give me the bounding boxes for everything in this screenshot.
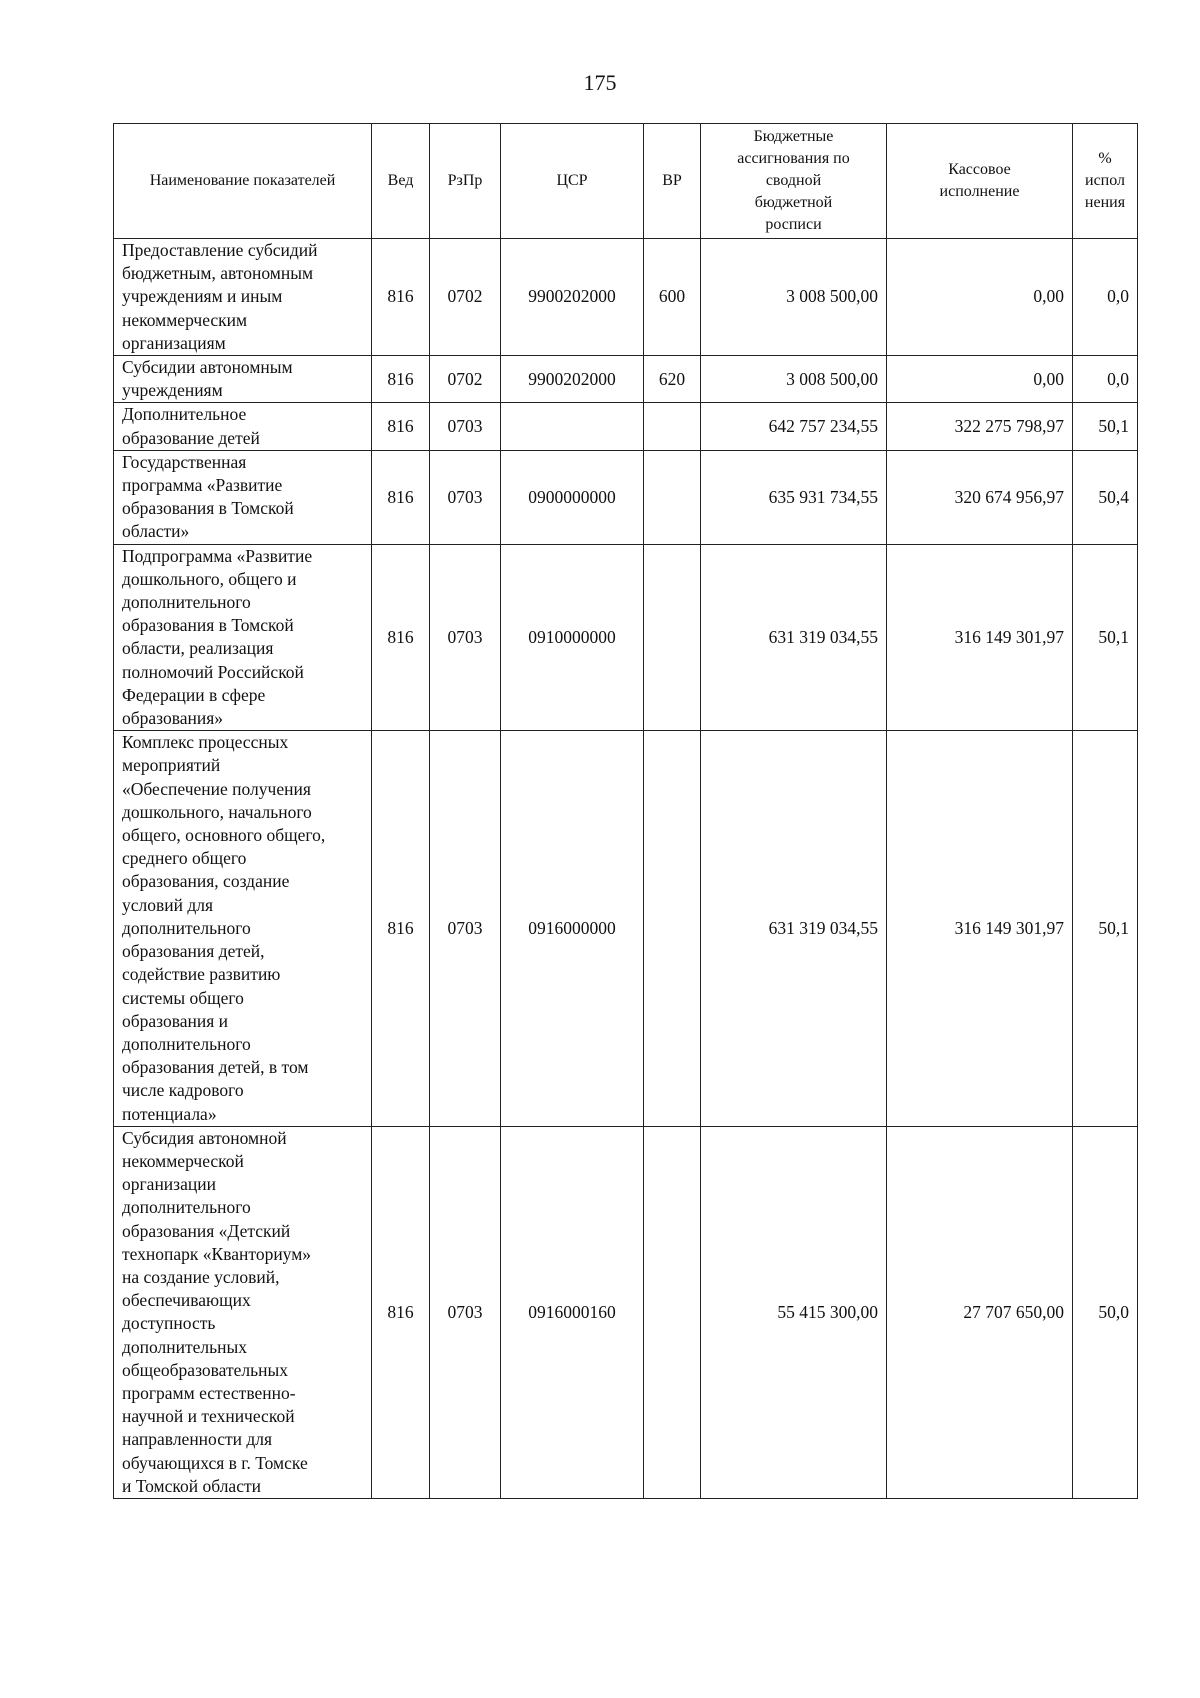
row-rzpr: 0703: [430, 544, 501, 731]
row-name: Государственная программа «Развитие образования в Томской области»: [114, 450, 372, 544]
row-budget: 642 757 234,55: [701, 403, 887, 450]
row-vr: [644, 450, 701, 544]
table-row: [114, 731, 1138, 1126]
row-ved: 816: [372, 544, 430, 731]
row-csr: 9900202000: [501, 356, 644, 403]
table-row: [114, 356, 1138, 403]
table-row: [114, 544, 1138, 731]
row-vr: 620: [644, 356, 701, 403]
header-ved: Вед: [372, 124, 430, 239]
table-row: [114, 450, 1138, 544]
row-vr: [644, 403, 701, 450]
row-vr: [644, 544, 701, 731]
row-ved: 816: [372, 239, 430, 356]
row-cash: 0,00: [887, 239, 1073, 356]
row-rzpr: 0703: [430, 450, 501, 544]
row-ved: 816: [372, 450, 430, 544]
header-name: Наименование показателей: [114, 124, 372, 239]
row-name: Подпрограмма «Развитие дошкольного, общего и дополнительного образования в Томской области, реализация полномочий Российской Федерации в сфере образования»: [114, 544, 372, 731]
row-percent: 50,0: [1073, 1126, 1138, 1498]
row-budget: 631 319 034,55: [701, 544, 887, 731]
row-budget: 3 008 500,00: [701, 239, 887, 356]
table-row: [114, 403, 1138, 450]
row-percent: 0,0: [1073, 356, 1138, 403]
row-csr: [501, 403, 644, 450]
header-budget: Бюджетные ассигнования по сводной бюджетной росписи: [701, 124, 887, 239]
row-name: Субсидии автономным учреждениям: [114, 356, 372, 403]
row-rzpr: 0702: [430, 356, 501, 403]
row-csr: 0900000000: [501, 450, 644, 544]
row-cash: 320 674 956,97: [887, 450, 1073, 544]
table-row: [114, 1126, 1138, 1498]
row-percent: 50,1: [1073, 403, 1138, 450]
page-number: 175: [583, 70, 617, 95]
row-ved: 816: [372, 1126, 430, 1498]
budget-execution-table: [113, 123, 1138, 1499]
row-budget: 55 415 300,00: [701, 1126, 887, 1498]
header-rzpr: РзПр: [430, 124, 501, 239]
row-name: Комплекс процессных мероприятий «Обеспечение получения дошкольного, начального общего, основного общего, среднего общего образования, создание условий для дополнительного образования детей, содействие развитию системы общего образования и дополнительного образования детей, в том числе кадрового потенциала»: [114, 731, 372, 1126]
row-ved: 816: [372, 356, 430, 403]
row-vr: [644, 731, 701, 1126]
row-percent: 0,0: [1073, 239, 1138, 356]
row-budget: 635 931 734,55: [701, 450, 887, 544]
row-name: Предоставление субсидий бюджетным, автономным учреждениям и иным некоммерческим организациям: [114, 239, 372, 356]
header-cash: Кассовое исполнение: [887, 124, 1073, 239]
row-cash: 316 149 301,97: [887, 544, 1073, 731]
row-budget: 631 319 034,55: [701, 731, 887, 1126]
header-percent: % испол нения: [1073, 124, 1138, 239]
header-csr: ЦСР: [501, 124, 644, 239]
row-budget: 3 008 500,00: [701, 356, 887, 403]
row-rzpr: 0703: [430, 1126, 501, 1498]
row-csr: 9900202000: [501, 239, 644, 356]
row-csr: 0910000000: [501, 544, 644, 731]
table-header-row: [114, 124, 1138, 239]
row-cash: 322 275 798,97: [887, 403, 1073, 450]
row-name: Субсидия автономной некоммерческой организации дополнительного образования «Детский технопарк «Кванториум» на создание условий, обеспечивающих доступность дополнительных общеобразовательных программ естественно- научной и технической направленности для обучающихся в г. Томске и Томской области: [114, 1126, 372, 1498]
row-csr: 0916000000: [501, 731, 644, 1126]
row-rzpr: 0702: [430, 239, 501, 356]
row-cash: 0,00: [887, 356, 1073, 403]
row-rzpr: 0703: [430, 403, 501, 450]
row-rzpr: 0703: [430, 731, 501, 1126]
row-name: Дополнительное образование детей: [114, 403, 372, 450]
row-csr: 0916000160: [501, 1126, 644, 1498]
row-percent: 50,4: [1073, 450, 1138, 544]
row-cash: 316 149 301,97: [887, 731, 1073, 1126]
row-vr: [644, 1126, 701, 1498]
row-ved: 816: [372, 403, 430, 450]
row-ved: 816: [372, 731, 430, 1126]
row-percent: 50,1: [1073, 544, 1138, 731]
header-vr: ВР: [644, 124, 701, 239]
table-row: [114, 239, 1138, 356]
row-cash: 27 707 650,00: [887, 1126, 1073, 1498]
row-percent: 50,1: [1073, 731, 1138, 1126]
row-vr: 600: [644, 239, 701, 356]
